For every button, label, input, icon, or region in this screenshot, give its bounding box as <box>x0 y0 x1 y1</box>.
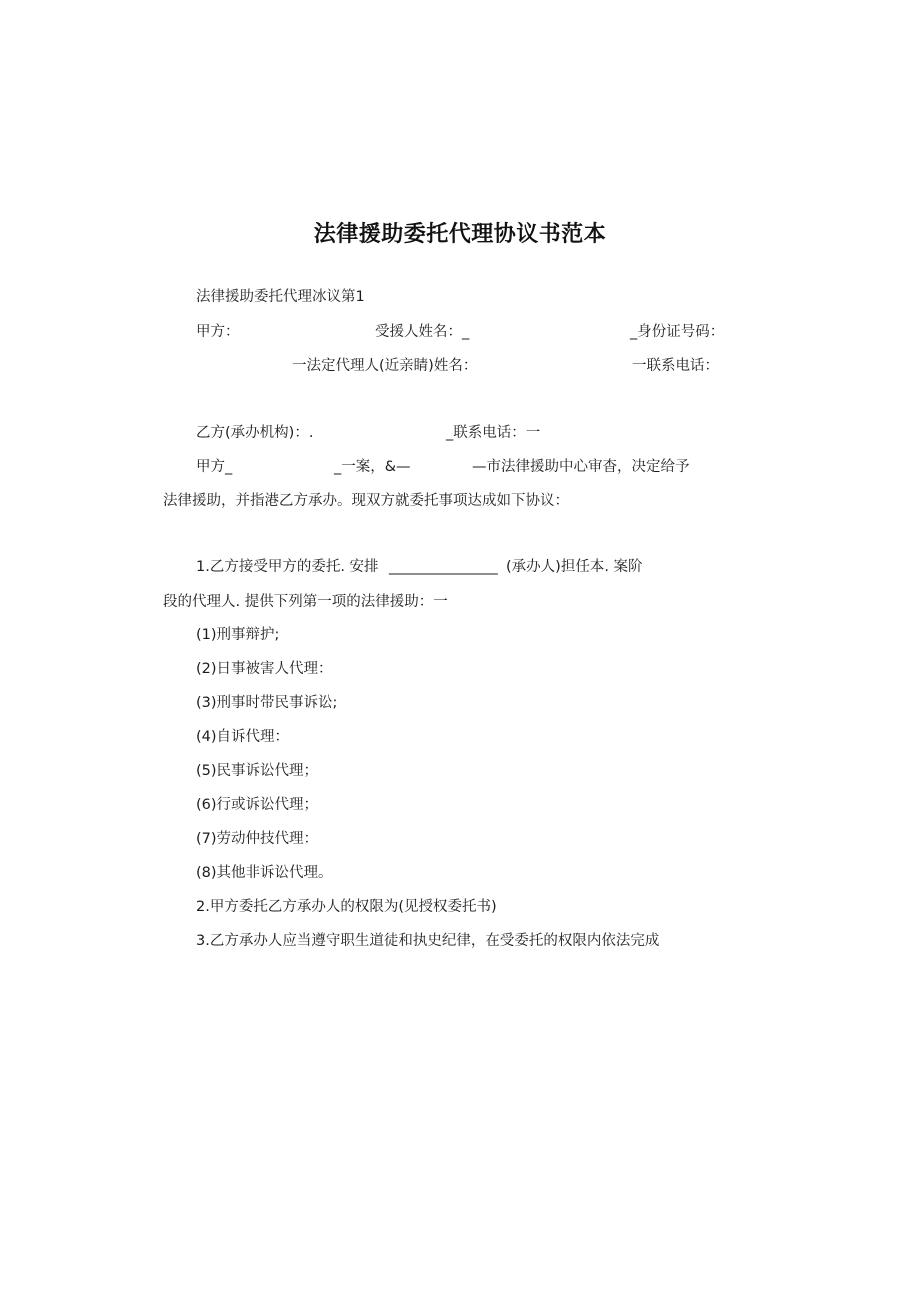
handler-blank: _______________ <box>389 559 498 575</box>
clause-2: 2.甲方委托乙方承办人的权限为(见授权委托书) <box>196 899 497 915</box>
option-item: (2)日事被害人代理： <box>196 661 333 677</box>
legal-agent-name-field: 一法定代理人(近亲睛)姓名： <box>292 358 478 374</box>
clause-3: 3.乙方承办人应当遵守职生道徒和执史纪律，在受委托的权限内依法完成 <box>196 933 660 949</box>
id-number-field: _身份证号码： <box>630 324 725 340</box>
option-item: (8)其他非诉讼代理。 <box>196 865 333 881</box>
clause-1-line-1b: (承办人)担任本. 案阶 <box>506 559 643 575</box>
party-b-phone-field: _联系电话：一 <box>446 425 541 441</box>
intro-line-2: 法律援助，并指港乙方承办。现双方就委托事项达成如下协议： <box>163 493 569 509</box>
intro-case: _一案，&— <box>334 459 411 475</box>
intro-party-a: 甲方_ <box>196 459 233 475</box>
option-item: (1)刑事辩护; <box>196 627 280 643</box>
party-b-label: 乙方(承办机构)：. <box>196 425 314 441</box>
option-item: (6)行或诉讼代理； <box>196 797 319 813</box>
agreement-number-line: 法律援助委托代理冰议第1 <box>196 289 365 305</box>
clause-1-line-1a: 1.乙方接受甲方的委托. 安排 <box>196 559 379 575</box>
option-item: (5)民事诉讼代理； <box>196 763 319 779</box>
option-item: (7)劳动仲技代理： <box>196 831 319 847</box>
option-item: (3)刑事时带民事诉讼; <box>196 695 338 711</box>
clause-1-line-2: 段的代理人. 提供下列第一项的法律援助：一 <box>163 594 448 610</box>
option-item: (4)自诉代理： <box>196 729 290 745</box>
recipient-name-field: 受援人姓名：_ <box>375 324 470 340</box>
party-a-label: 甲方： <box>196 324 240 340</box>
party-a-phone-field: 一联系电话： <box>632 358 719 374</box>
intro-review: —市法律援助中心审杳，决定给予 <box>472 459 690 475</box>
document-title: 法律援助委托代理协议书范本 <box>313 222 607 247</box>
